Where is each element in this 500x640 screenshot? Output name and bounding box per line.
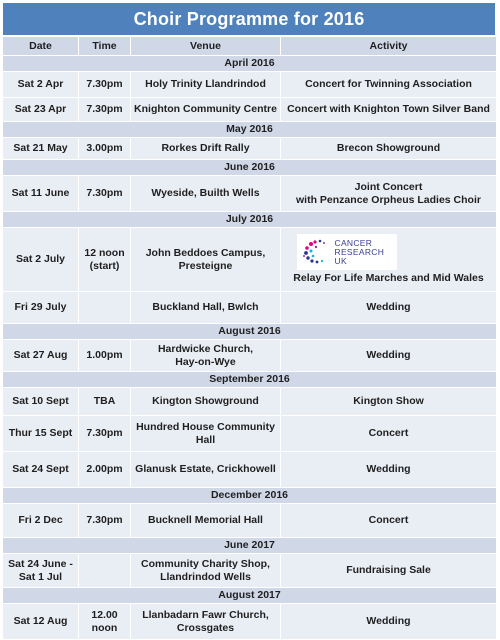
header-time: Time — [79, 37, 131, 56]
month-row — [3, 122, 497, 138]
table-row — [3, 138, 497, 160]
month-label: December 2016 — [3, 488, 497, 504]
month-label: August 2017 — [3, 588, 497, 604]
event-date: Sat 21 May — [3, 138, 79, 160]
table-row — [3, 604, 497, 640]
month-label: June 2016 — [3, 160, 497, 176]
venue-line: John Beddoes Campus, — [145, 246, 266, 259]
time-line: 12 noon — [84, 246, 125, 259]
event-activity: Concert with Knighton Town Silver Band — [281, 98, 497, 122]
venue-line: Hall — [195, 433, 216, 446]
date-line: Sat 1 Jul — [18, 570, 63, 583]
venue-line: Hardwicke Church, — [157, 342, 254, 355]
event-time — [79, 554, 131, 588]
logo-wordmark — [335, 239, 385, 266]
event-venue — [131, 416, 281, 452]
page-title: Choir Programme for 2016 — [2, 2, 496, 36]
header-activity: Activity — [281, 37, 497, 56]
event-venue: Wyeside, Builth Wells — [131, 176, 281, 212]
event-venue: Kington Showground — [131, 388, 281, 416]
activity-line: with Penzance Orpheus Ladies Choir — [296, 193, 481, 206]
header-row — [3, 37, 497, 56]
event-time: TBA — [79, 388, 131, 416]
month-row — [3, 212, 497, 228]
event-date: Sat 11 June — [3, 176, 79, 212]
month-label: September 2016 — [3, 372, 497, 388]
venue-line: Llanbadarn Fawr Church, — [142, 608, 269, 621]
event-time — [79, 604, 131, 640]
month-label: April 2016 — [3, 56, 497, 72]
header-venue: Venue — [131, 37, 281, 56]
event-date: Fri 2 Dec — [3, 504, 79, 538]
event-activity: Concert — [281, 416, 497, 452]
month-row — [3, 372, 497, 388]
table-row — [3, 452, 497, 488]
event-venue: Buckland Hall, Bwlch — [131, 292, 281, 324]
event-time: 7.30pm — [79, 176, 131, 212]
month-row — [3, 56, 497, 72]
date-line: Sat 24 June - — [8, 557, 73, 570]
table-row — [3, 554, 497, 588]
table-row — [3, 176, 497, 212]
table-row — [3, 388, 497, 416]
event-date: Sat 10 Sept — [3, 388, 79, 416]
event-venue: Bucknell Memorial Hall — [131, 504, 281, 538]
cancer-research-block — [284, 234, 493, 285]
event-venue — [131, 340, 281, 372]
event-activity: Kington Show — [281, 388, 497, 416]
month-label: August 2016 — [3, 324, 497, 340]
venue-line: Hundred House Community — [136, 420, 275, 433]
programme-table — [2, 36, 497, 640]
event-activity: Fundraising Sale — [281, 554, 497, 588]
time-line: noon — [91, 621, 118, 634]
event-date: Sat 24 Sept — [3, 452, 79, 488]
event-activity: Wedding — [281, 604, 497, 640]
event-date: Sat 23 Apr — [3, 98, 79, 122]
event-activity: Brecon Showground — [281, 138, 497, 160]
month-row — [3, 160, 497, 176]
table-row — [3, 98, 497, 122]
table-row — [3, 292, 497, 324]
event-venue: Knighton Community Centre — [131, 98, 281, 122]
month-label: July 2016 — [3, 212, 497, 228]
time-line: (start) — [89, 259, 120, 272]
event-activity — [281, 228, 497, 292]
venue-line: Hay-on-Wye — [175, 355, 236, 368]
event-date: Sat 2 July — [3, 228, 79, 292]
venue-line: Crossgates — [176, 621, 235, 634]
event-time: 1.00pm — [79, 340, 131, 372]
venue-line: Llandrindod Wells — [160, 570, 251, 583]
logo-text-line: RESEARCH — [334, 246, 385, 257]
month-row — [3, 324, 497, 340]
table-row — [3, 228, 497, 292]
event-date — [3, 554, 79, 588]
month-label: June 2017 — [3, 538, 497, 554]
event-time: 3.00pm — [79, 138, 131, 160]
event-time: 7.30pm — [79, 416, 131, 452]
table-row — [3, 72, 497, 98]
table-row — [3, 416, 497, 452]
event-time: 7.30pm — [79, 504, 131, 538]
event-time: 7.30pm — [79, 98, 131, 122]
venue-line: Presteigne — [178, 259, 233, 272]
event-activity — [281, 176, 497, 212]
activity-line: Joint Concert — [354, 180, 423, 193]
event-activity: Wedding — [281, 452, 497, 488]
event-venue: Rorkes Drift Rally — [131, 138, 281, 160]
event-date: Fri 29 July — [3, 292, 79, 324]
event-activity: Wedding — [281, 292, 497, 324]
event-date: Thur 15 Sept — [3, 416, 79, 452]
event-activity: Concert — [281, 504, 497, 538]
header-date: Date — [3, 37, 79, 56]
event-venue — [131, 554, 281, 588]
event-date: Sat 27 Aug — [3, 340, 79, 372]
time-line: 12.00 — [91, 608, 118, 621]
activity-label: Relay For Life Marches and Mid Wales — [293, 272, 484, 284]
cancer-research-uk-logo-icon — [301, 237, 331, 267]
event-venue — [131, 228, 281, 292]
month-row — [3, 538, 497, 554]
cancer-research-uk-logo — [297, 234, 397, 270]
event-time: 7.30pm — [79, 72, 131, 98]
logo-text-line: UK — [334, 255, 347, 266]
month-row — [3, 588, 497, 604]
event-time — [79, 228, 131, 292]
table-row — [3, 504, 497, 538]
table-row — [3, 340, 497, 372]
event-time — [79, 292, 131, 324]
month-label: May 2016 — [3, 122, 497, 138]
event-time: 2.00pm — [79, 452, 131, 488]
month-row — [3, 488, 497, 504]
event-date: Sat 12 Aug — [3, 604, 79, 640]
event-activity: Concert for Twinning Association — [281, 72, 497, 98]
event-activity: Wedding — [281, 340, 497, 372]
event-venue: Holy Trinity Llandrindod — [131, 72, 281, 98]
event-venue: Glanusk Estate, Crickhowell — [131, 452, 281, 488]
logo-text-line: CANCER — [334, 237, 373, 248]
event-venue — [131, 604, 281, 640]
event-date: Sat 2 Apr — [3, 72, 79, 98]
venue-line: Community Charity Shop, — [141, 557, 270, 570]
